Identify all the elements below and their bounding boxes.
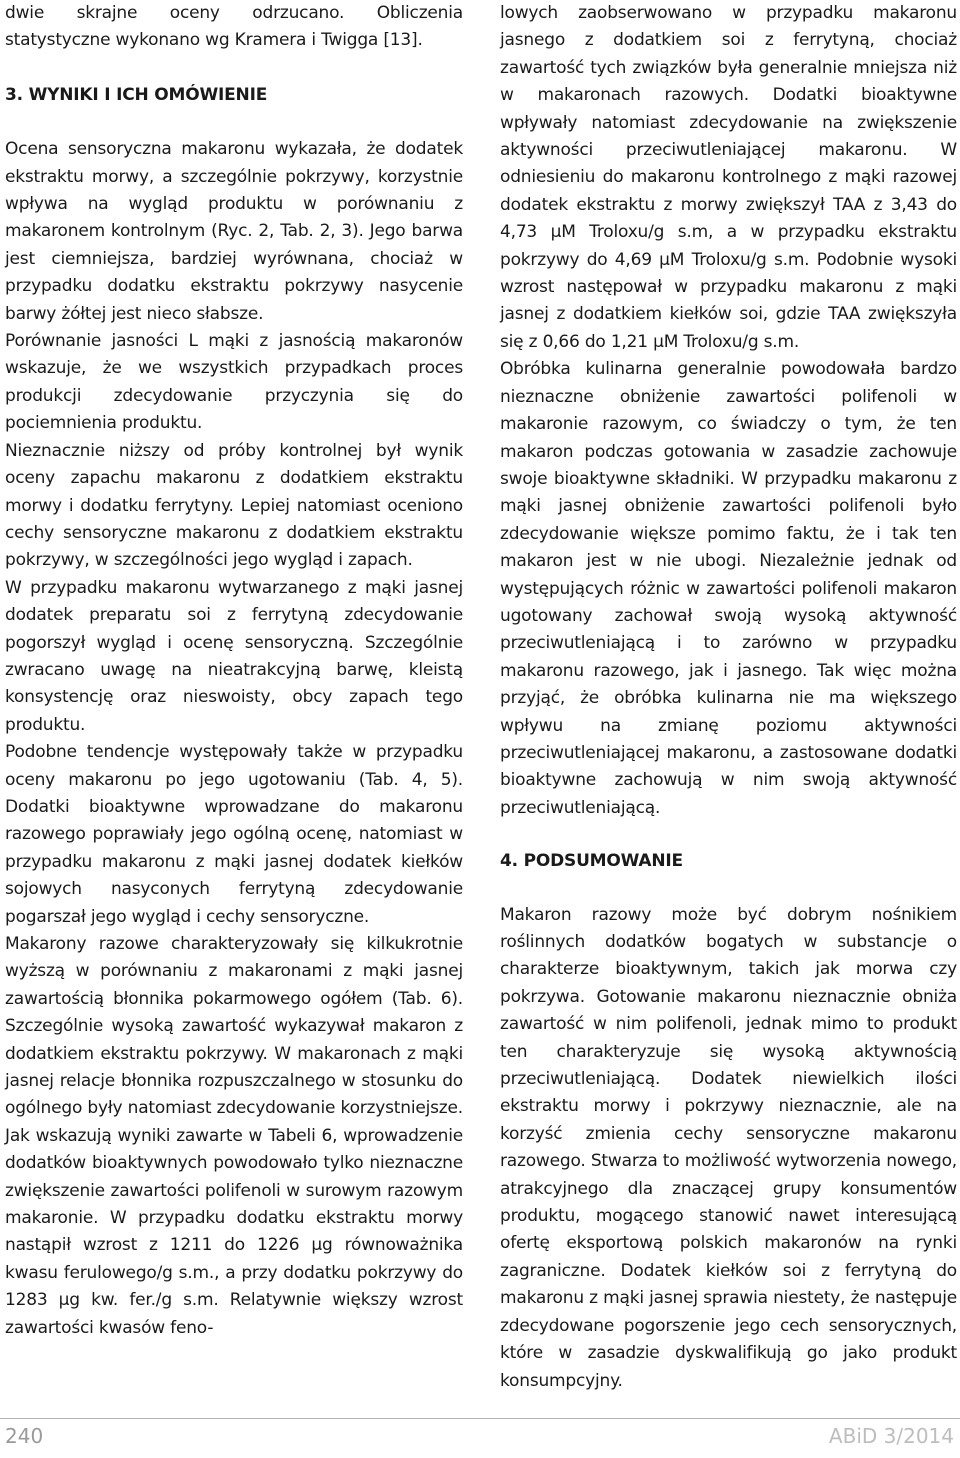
paragraph: W przypadku makaronu wytwarzanego z mąki jasnej dodatek preparatu soi z ferrytyną zdecydowanie pogorszył wygląd i ocenę sensoryczną. Szczególnie zwracano uwagę na nieatrakcyjną barwę, kleistą konsystencję oraz nieswoisty, obcy zapach tego produktu. — [5, 577, 463, 735]
paragraph: Porównanie jasności L mąki z jasnością makaronów wskazuje, że we wszystkich przypadkach proces produkcji zdecydowanie przyczynia się do pociemnienia produktu. — [5, 331, 463, 434]
paragraph: lowych zaobserwowano w przypadku makaronu jasnego z dodatkiem soi z ferrytyną, chociaż zawartość tych związków była generalnie mniejsza niż w makaronach razowych. Dodatki bioaktywne wpływały natomiast zdecydowanie na zwiększenie aktywności przeciwutleniającej makaronu. W odniesieniu do makaronu kontrolnego z mąki razowej dodatek ekstraktu z morwy zwiększył TAA z 3,43 do 4,73 µM Troloxu/g s.m, a w przypadku ekstraktu pokrzywy do 4,69 µM Troloxu/g s.m. Podobnie wysoki wzrost następował w przypadku makaronu z mąki jasnej z dodatkiem kiełków soi, gdzie TAA zwiększyła się z 0,66 do 1,21 µM Troloxu/g s.m. — [500, 3, 957, 352]
journal-issue-label: ABiD 3/2014 — [828, 1424, 954, 1448]
paragraph: Nieznacznie niższy od próby kontrolnej był wynik oceny zapachu makaronu z dodatkiem ekstraktu morwy i dodatku ferrytyny. Lepiej natomiast oceniono cechy sensoryczne makaronu z dodatkiem ekstraktu pokrzywy, w szczególności jego wygląd i zapach. — [5, 440, 463, 571]
paragraph: Ocena sensoryczna makaronu wykazała, że dodatek ekstraktu morwy, a szczególnie pokrzywy, korzystnie wpływa na wygląd produktu w porównaniu z makaronem kontrolnym (Ryc. 2, Tab. 2, 3). Jego barwa jest ciemniejsza, bardziej wyrównana, chociaż w przypadku dodatku ekstraktu pokrzywy nasycenie barwy żółtej jest nieco słabsze. — [5, 139, 463, 324]
footer-divider — [0, 1418, 960, 1419]
summary-paragraph: Makaron razowy może być dobrym nośnikiem roślinnych dodatków bogatych w substancje o charakterze bioaktywnym, takich jak morwa czy pokrzywa. Gotowanie makaronu nieznacznie obniża zawartość w nim polifenoli, jednak mimo to produkt ten charakteryzuje się wysoką aktywnością przeciwutleniającą. Dodatek niewielkich ilości ekstraktu morwy i pokrzywy nieznacznie, ale na korzyść zmienia cechy sensoryczne makaronu razowego. Stwarza to możliwość wytworzenia nowego, atrakcyjnego dla znaczącej grupy konsumentów produktu, mogącego stanowić nawet interesującą ofertę eksportową polskich makaronów na rynki zagraniczne. Dodatek kiełków soi z ferrytyną do makaronu z mąki jasnej sprawia niestety, że następuje zdecydowane pogorszenie jego cech sensorycznych, które w zasadzie dyskwalifikują go jako produkt konsumpcyjny. — [500, 904, 957, 1391]
paragraph: Podobne tendencje występowały także w przypadku oceny makaronu po jego ugotowaniu (Tab. 4, 5). Dodatki bioaktywne wprowadzane do makaronu razowego poprawiały jego ogólną ocenę, natomiast w przypadku makaronu z mąki jasnej dodatek kiełków sojowych nasyconych ferrytyną zdecydowanie pogarszał jego wygląd i cechy sensoryczne. — [5, 742, 463, 927]
methods-closing-text: dwie skrajne oceny odrzucano. Obliczenia statystyczne wykonano wg Kramera i Twigga [13]. — [5, 3, 463, 51]
left-column — [5, 0, 463, 1342]
page-number: 240 — [5, 1424, 44, 1448]
right-column — [500, 0, 957, 1395]
paragraph: Obróbka kulinarna generalnie powodowała bardzo nieznaczne obniżenie zawartości polifenoli w makaronie razowym, co świadczy o tym, że ten makaron podczas gotowania w zasadzie zachowuje swoje bioaktywne składniki. W przypadku makaronu z mąki jasnej obniżenie zawartości polifenoli było zdecydowanie większe pomimo faktu, że i tak ten makaron jest w nie ubogi. Niezależnie jednak od występujących różnic w zawartości polifenoli makaron ugotowany zachował swoją wysoką aktywność przeciwutleniającą i to zarówno w przypadku makaronu razowego, jak i jasnego. Tak więc można przyjąć, że obróbka kulinarna nie ma większego wpływu na zmianę poziomu aktywności przeciwutleniającej makaronu, a zastosowane dodatki bioaktywne zachowują w nim swoją aktywność przeciwutleniającą. — [500, 359, 957, 818]
paragraph: Makarony razowe charakteryzowały się kilkukrotnie wyższą w porównaniu z makaronami z mąki jasnej zawartością błonnika pokarmowego ogółem (Tab. 6). Szczególnie wysoką zawartość wykazywał makaron z dodatkiem ekstraktu pokrzywy. W makaronach z mąki jasnej relacje błonnika rozpuszczalnego w stosunku do ogólnego były natomiast zdecydowanie korzystniejsze. Jak wskazują wyniki zawarte w Tabeli 6, wprowadzenie dodatków bioaktywnych powodowało tylko nieznaczne zwiększenie zawartości polifenoli w surowym razowym makaronie. W przypadku dodatku ekstraktu morwy nastąpił wzrost z 1211 do 1226 µg równoważnika kwasu ferulowego/g s.m., a przy dodatku pokrzywy do 1283 µg kw. fer./g s.m. Relatywnie większy wzrost zawartości kwasów feno- — [5, 934, 463, 1338]
results-section-heading: 3. WYNIKI I ICH OMÓWIENIE — [5, 84, 268, 105]
summary-section-heading: 4. PODSUMOWANIE — [500, 851, 683, 872]
